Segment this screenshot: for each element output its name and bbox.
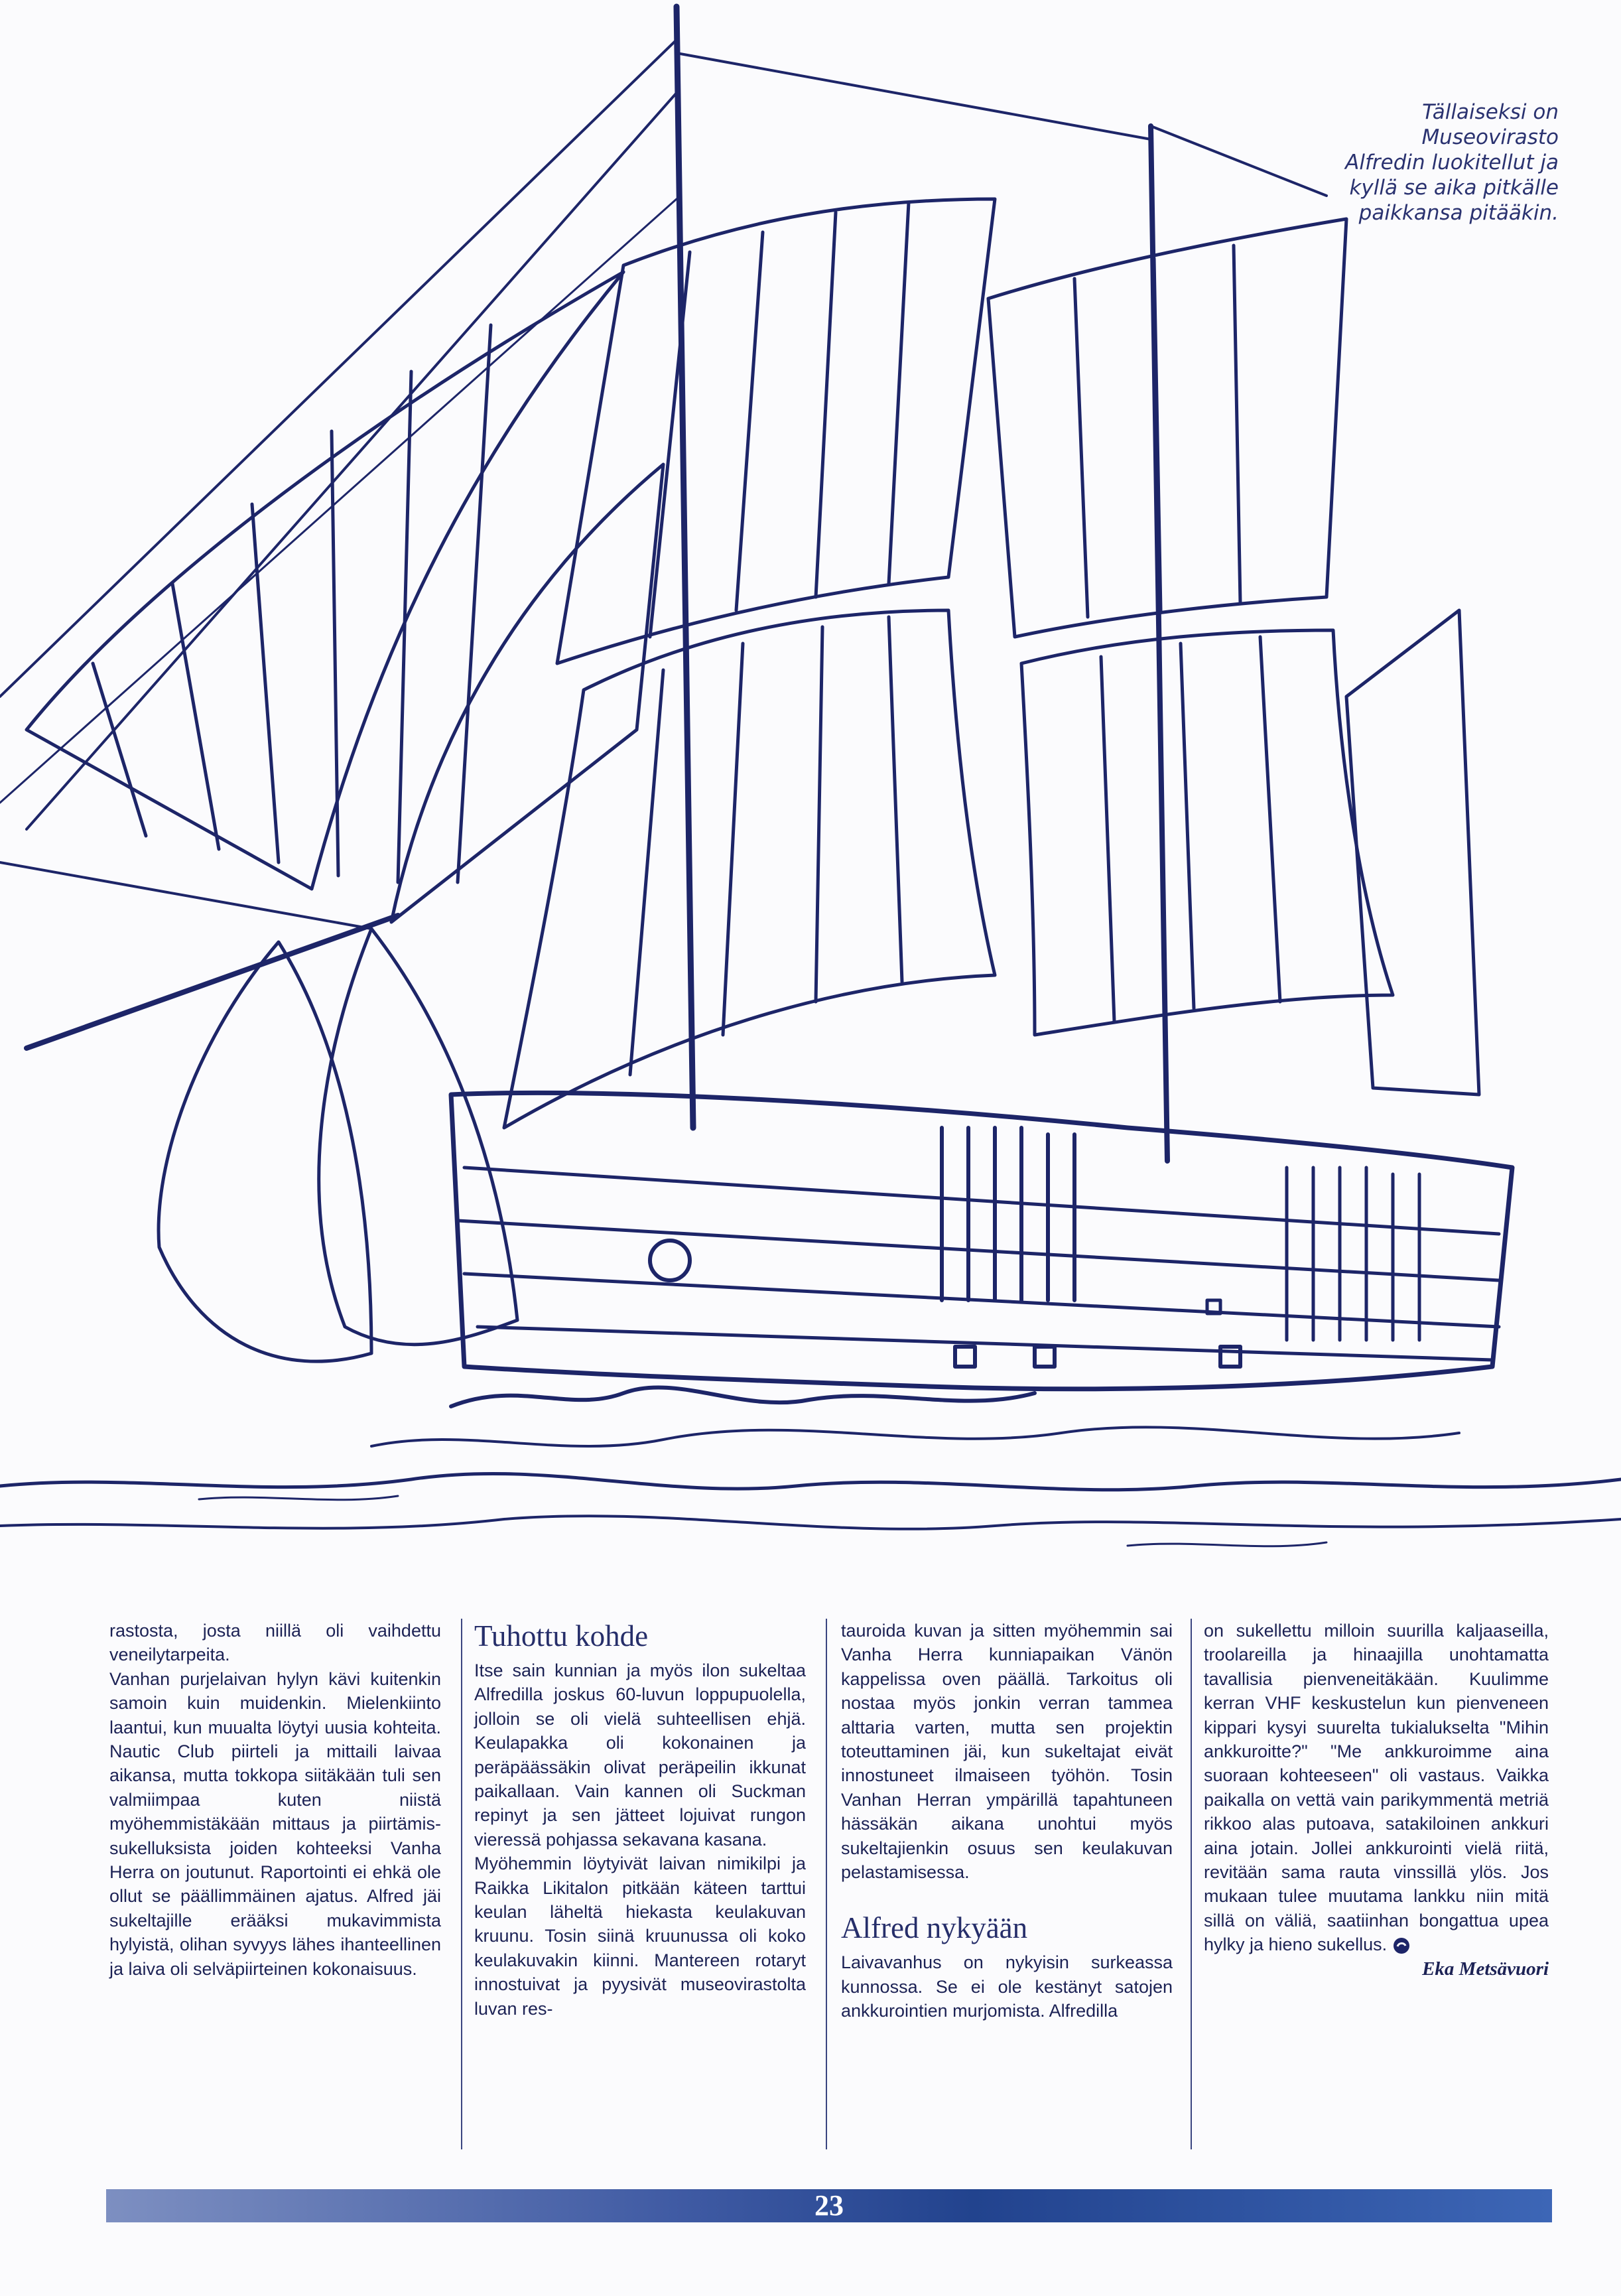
article-column-3 <box>841 1619 1173 2169</box>
paragraph: Myöhemmin löytyivät laivan nimikilpi ja Raikka Likitalon pitkään käteen tarttui keulan läheltä hiekasta keulakuvan kruunu. Tosin siinä kruunussa oli koko keulakuvakin kiinni. Mantereen rotaryt innostuivat ja pyysivät museovirastolta luvan res- <box>474 1854 806 2019</box>
section-heading-alfred-nykyaan: Alfred nykyään <box>841 1911 1028 1945</box>
page-number: 23 <box>814 2189 844 2222</box>
paragraph: rastosta, josta niillä oli vaihdettu veneilytarpeita. <box>109 1621 441 1665</box>
paragraph: Vanhan purjelaivan hylyn kävi kuitenkin samoin kuin muidenkin. Mielenkiinto laantui, kun muualta löytyi uusia kohteita. Nautic Club piirteli ja mittaili laivaa aikansa, mutta tokkopa siitäkään tuli sen valmiimpaa kuten niistä myöhemmistäkään mittaus ja piirtämis-sukelluksista joiden kohteeksi Vanha Herra on joutunut. Raportointi ei ehkä ole ollut se päällimmäinen ajatus. Alfred jäi sukeltajille erääksi mukavimmista hylyistä, olihan syvyys lähes ihanteellinen ja laiva oli selväpiirteinen kokonaisuus. <box>109 1668 441 1979</box>
paragraph: tauroida kuvan ja sitten myöhemmin sai Vanha Herra kunniapaikan Vänön kappelissa oven päällä. Tarkoitus oli nostaa myös jonkin verran tammea alttaria varten, mutta sen projektin toteuttaminen jäi, kun sukeltajat eivät innostuneet ilmaiseen työhön. Tosin Vanhan Herran ympärillä tapahtuneen hässäkän aikana unohtui myös sukeltajienkin osuus sen keulakuvan pelastamisessa. <box>841 1621 1173 1883</box>
end-mark-icon <box>1392 1936 1411 1955</box>
paragraph <box>1204 1619 1549 1957</box>
author-name: Eka Metsävuori <box>1422 1958 1549 1980</box>
article-column-2 <box>474 1619 806 2169</box>
section-heading-tuhottu-kohde: Tuhottu kohde <box>474 1619 649 1653</box>
paragraph-text: on sukellettu milloin suurilla kaljaaseilla, troolareilla ja hinaajilla unohtamatta tavallisia pienveneitäkään. Kuulimme kerran VHF keskustelun kun pienveneen kippari kysyi suurelta tukialukselta "Mihin ankkuroitte?" "Me ankkuroimme aina suoraan kohteeseen" oli vastaus. Vaikka paikalla on vettä vain parikymmentä metriä rikkoo alas putoava, satakiloinen ankkuri aina jotain. Jollei ankkurointi vielä riitä, revitään sama rauta vinssillä ylös. Jos mukaan tulee muutama lankku niin mitä sillä on väliä, saatiinhan bongattua upea hylky ja hieno sukellus. <box>1204 1621 1549 1955</box>
column-rule <box>826 1619 827 2149</box>
paragraph: Laivavanhus on nykyisin surkeassa kunnossa. Se ei ole kestänyt satojen ankkurointien murjomista. Alfredilla <box>841 1952 1173 2021</box>
column-rule <box>1191 1619 1192 2149</box>
article-column-4 <box>1204 1619 1549 2169</box>
paragraph: Itse sain kunnian ja myös ilon sukeltaa Alfredilla joskus 60-luvun loppupuolella, jolloin se oli vielä suhteellisen ehjä. Keulapakka oli kokonainen ja peräpäässäkin olivat peräpeilin ikkunat paikallaan. Vain kannen oli Suckman repinyt ja sen jättеet lojuivat rungon vieressä pohjassa sekavana kasana. <box>474 1660 806 1850</box>
illustration-caption: Tällaiseksi on Museovirasto Alfredin luokitellut ja kyllä se aika pitkälle paikkansa pitääkin. <box>1345 100 1559 225</box>
page-footer-bar <box>106 2189 1552 2222</box>
article-column-1 <box>109 1619 441 2169</box>
column-rule <box>461 1619 462 2149</box>
